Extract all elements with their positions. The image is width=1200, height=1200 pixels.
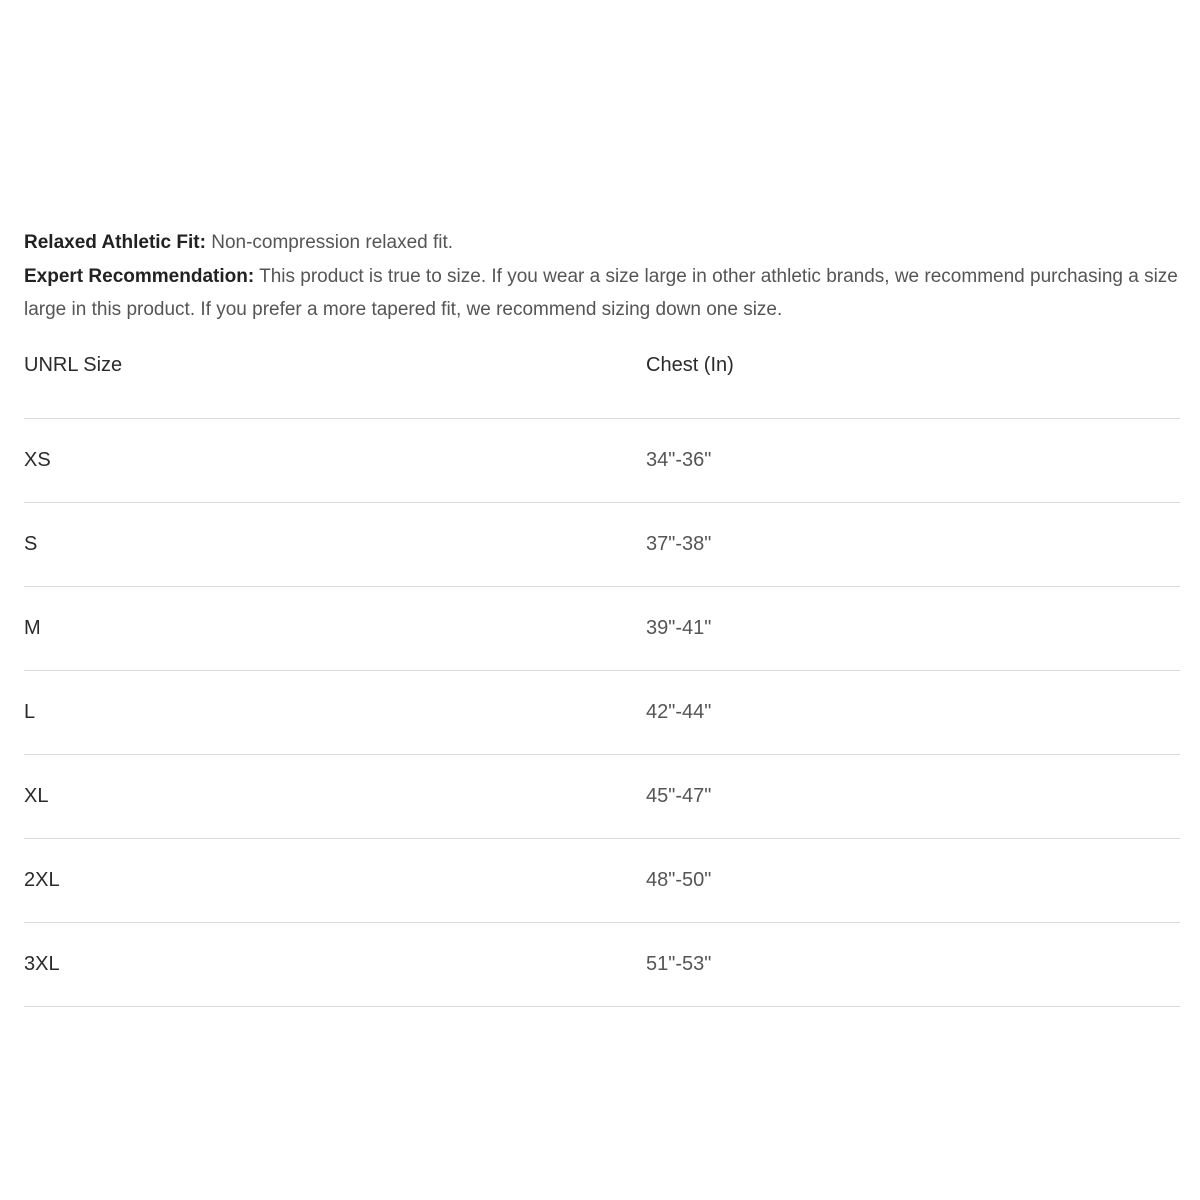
- table-row: [24, 671, 1180, 755]
- recommendation-text: This product is true to size. If you wear a size large in other athletic brands, we recommend purchasing a size large in this product. If you prefer a more tapered fit, we recommend sizing down one size.: [24, 266, 1178, 320]
- chest-cell: 37"-38": [646, 503, 1180, 587]
- table-header-row: [24, 344, 1180, 419]
- chest-cell: 48"-50": [646, 839, 1180, 923]
- header-chest: Chest (In): [646, 344, 1180, 419]
- table-row: [24, 839, 1180, 923]
- fit-description: [24, 226, 1180, 260]
- size-cell: XL: [24, 755, 646, 839]
- recommendation-label: Expert Recommendation:: [24, 266, 255, 287]
- size-chart-table: [24, 344, 1180, 1007]
- table-row: [24, 755, 1180, 839]
- table-row: [24, 503, 1180, 587]
- size-cell: 3XL: [24, 923, 646, 1007]
- size-cell: S: [24, 503, 646, 587]
- fit-label: Relaxed Athletic Fit:: [24, 232, 206, 253]
- size-cell: XS: [24, 419, 646, 503]
- expert-recommendation: [24, 260, 1180, 326]
- chest-cell: 39"-41": [646, 587, 1180, 671]
- chest-cell: 34"-36": [646, 419, 1180, 503]
- fit-text: Non-compression relaxed fit.: [205, 232, 454, 253]
- table-row: [24, 923, 1180, 1007]
- size-guide: [24, 226, 1180, 1007]
- chest-cell: 51"-53": [646, 923, 1180, 1007]
- header-size: UNRL Size: [24, 344, 646, 419]
- chest-cell: 45"-47": [646, 755, 1180, 839]
- table-row: [24, 419, 1180, 503]
- table-row: [24, 587, 1180, 671]
- chest-cell: 42"-44": [646, 671, 1180, 755]
- size-cell: L: [24, 671, 646, 755]
- size-cell: M: [24, 587, 646, 671]
- size-cell: 2XL: [24, 839, 646, 923]
